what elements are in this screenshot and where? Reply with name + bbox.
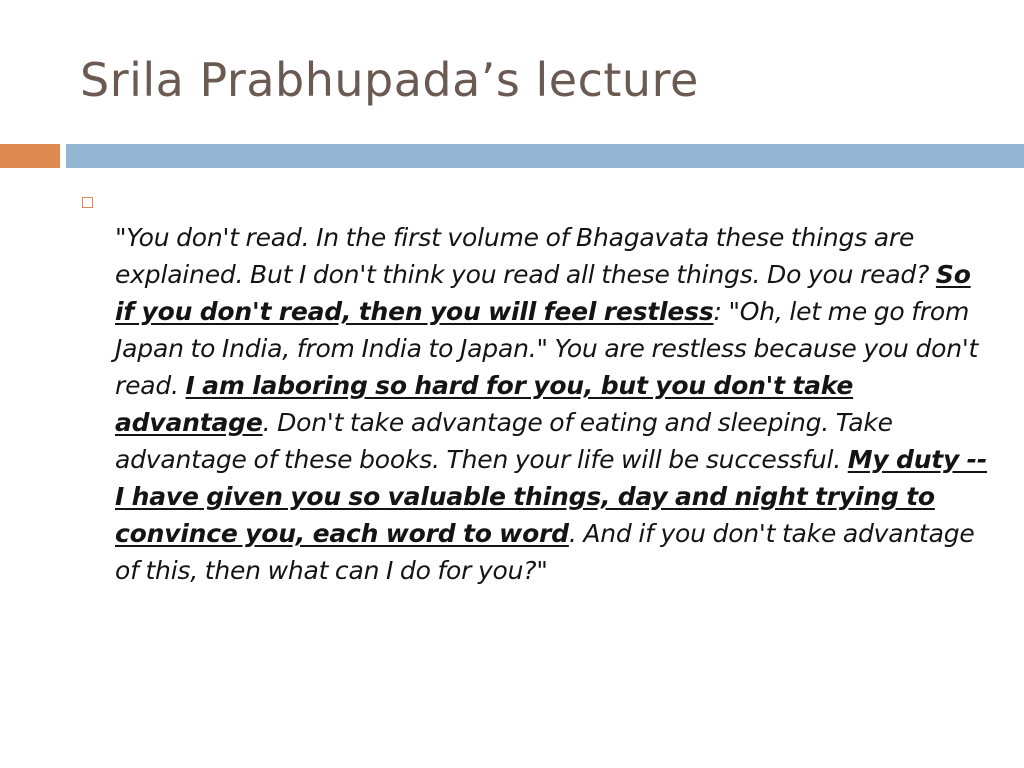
- lecture-quote: [115, 219, 995, 589]
- title-rule-orange: [0, 144, 60, 168]
- quote-emphasis-restless: So if you don't read, then you will feel restless: [115, 260, 971, 326]
- slide-title: Srila Prabhupada’s lecture: [80, 53, 699, 107]
- quote-emphasis-laboring: I am laboring so hard for you, but you don't take advantage: [115, 371, 854, 437]
- quote-segment: . Don't take advantage of eating and sleeping. Take advantage of these books. Then your life will be successful.: [115, 408, 893, 474]
- quote-emphasis-duty: My duty -- I have given you so valuable things, day and night trying to convince you, each word to word: [115, 445, 988, 548]
- square-bullet-icon: [82, 197, 93, 208]
- title-rule-blue: [66, 144, 1024, 168]
- quote-segment: . And if you don't take advantage of this, then what can I do for you?": [115, 519, 975, 585]
- quote-segment: "You don't read. In the first volume of Bhagavata these things are explained. But I don't think you read all these things. Do you read?: [115, 223, 936, 289]
- quote-segment: : "Oh, let me go from Japan to India, from India to Japan." You are restless because you don't read.: [115, 297, 979, 400]
